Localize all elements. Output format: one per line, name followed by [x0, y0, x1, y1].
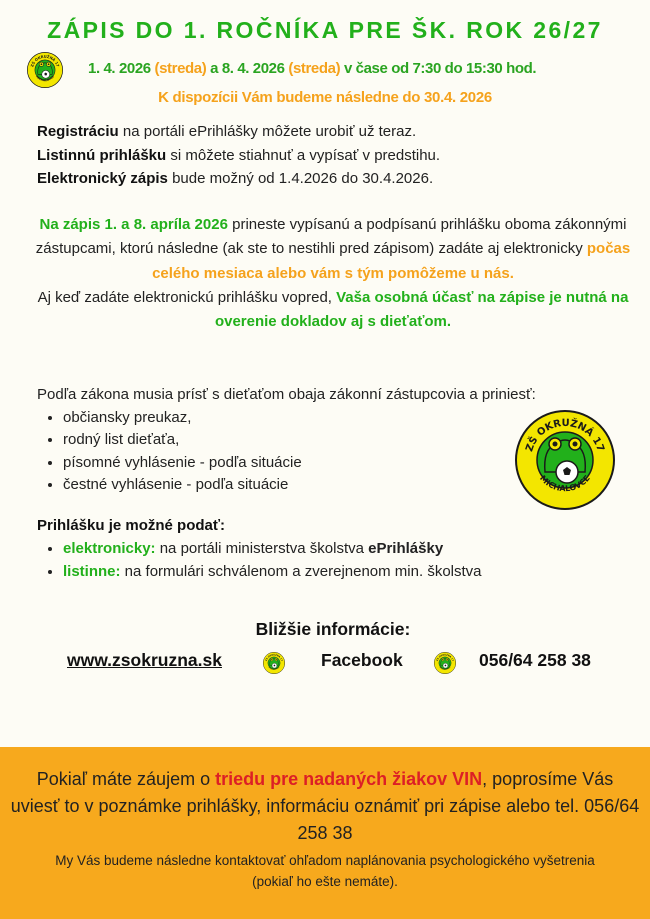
help-highlight: počas celého mesiaca alebo vám s tým pomôžeme u nás. [152, 240, 631, 282]
application-methods [37, 514, 482, 583]
method-portal: ePrihlášky [368, 540, 444, 557]
method-text: na portáli ministerstva školstva [155, 540, 369, 557]
date-2-day: (streda) [288, 60, 341, 77]
phone-number: 056/64 258 38 [479, 650, 591, 670]
application-list [37, 537, 482, 583]
availability-note: K dispozícii Vám budeme následne do 30.4. 2026 [158, 89, 492, 106]
school-logo-icon [263, 652, 285, 674]
intro-text: na portáli ePrihlášky môžete urobiť už teraz. [118, 123, 417, 140]
intro-line-paper-form [37, 144, 440, 168]
footer-text: , poprosíme Vás uviesť to v poznámke prihlášky, informáciu oznámiť pri zápise alebo tel. 056/64 258 38 [10, 769, 640, 843]
documents-list [37, 407, 536, 497]
method-label: listinne: [63, 563, 121, 580]
enrollment-instructions [28, 213, 638, 334]
list-item [63, 560, 482, 583]
application-heading: Prihlášku je možné podať: [37, 517, 226, 534]
documents-intro: Podľa zákona musia prísť s dieťaťom obaja zákonní zástupcovia a priniesť: [37, 386, 536, 403]
date-1-day: (streda) [154, 60, 207, 77]
attendance-highlight: Vaša osobná účasť na zápise je nutná na overenie dokladov aj s dieťaťom. [214, 288, 629, 331]
date-1: 1. 4. 2026 [88, 60, 151, 77]
intro-line-electronic [37, 167, 440, 191]
contact-row [0, 650, 650, 676]
instruction-text-2: Aj keď zadáte elektronickú prihlášku vopred, [37, 288, 337, 306]
footer-text: Pokiaľ máte záujem o [36, 769, 216, 789]
gifted-class-highlight: triedu pre nadaných žiakov VIN [215, 769, 483, 789]
intro-bold: Elektronický zápis [37, 170, 168, 187]
page-title: ZÁPIS DO 1. ROČNÍKA PRE ŠK. ROK 26/27 [47, 17, 603, 43]
footer-banner [0, 747, 650, 919]
footer-main-text [0, 766, 650, 847]
list-item: • rodný list dieťaťa, [63, 429, 536, 452]
facebook-link[interactable]: Facebook [321, 650, 403, 670]
enrollment-dates-highlight: Na zápis 1. a 8. apríla 2026 [39, 216, 228, 233]
intro-lines [37, 120, 440, 191]
more-info-heading: Bližšie informácie: [255, 619, 411, 639]
required-documents [37, 384, 536, 497]
list-item [63, 537, 482, 560]
intro-line-registration [37, 120, 440, 144]
intro-bold: Listinnú prihlášku [37, 146, 167, 164]
enrollment-dates [88, 60, 536, 77]
intro-bold: Registráciu [37, 123, 119, 140]
time-range: v čase od 7:30 do 15:30 hod. [343, 60, 537, 77]
date-2: 8. 4. 2026 [221, 60, 285, 77]
website-link[interactable]: www.zsokruzna.sk [67, 650, 222, 670]
school-logo-large [515, 410, 615, 510]
intro-text: bude možný od 1.4.2026 do 30.4.2026. [167, 170, 434, 187]
method-text: na formulári schválenom a zverejnenom min. školstva [120, 563, 482, 580]
list-item: • čestné vyhlásenie - podľa situácie [63, 474, 536, 497]
school-logo-small [27, 52, 63, 88]
list-item: • občiansky preukaz, [63, 407, 536, 430]
method-label: elektronicky: [63, 540, 156, 557]
intro-text: si môžete stiahnuť a vypísať v predstihu. [166, 146, 441, 164]
list-item: • písomné vyhlásenie - podľa situácie [63, 452, 536, 475]
date-conjunction: a [210, 60, 219, 77]
instruction-text: prineste vypísanú a podpísanú prihlášku oboma zákonnými zástupcami, ktorú následne (ak ste to nestihli pred zápisom) zadáte aj elektronicky [35, 216, 627, 258]
footer-subtext: My Vás budeme následne kontaktovať ohľadom naplánovania psychologického vyšetrenia (pokiaľ ho ešte nemáte). [55, 853, 595, 889]
school-logo-icon [434, 652, 456, 674]
